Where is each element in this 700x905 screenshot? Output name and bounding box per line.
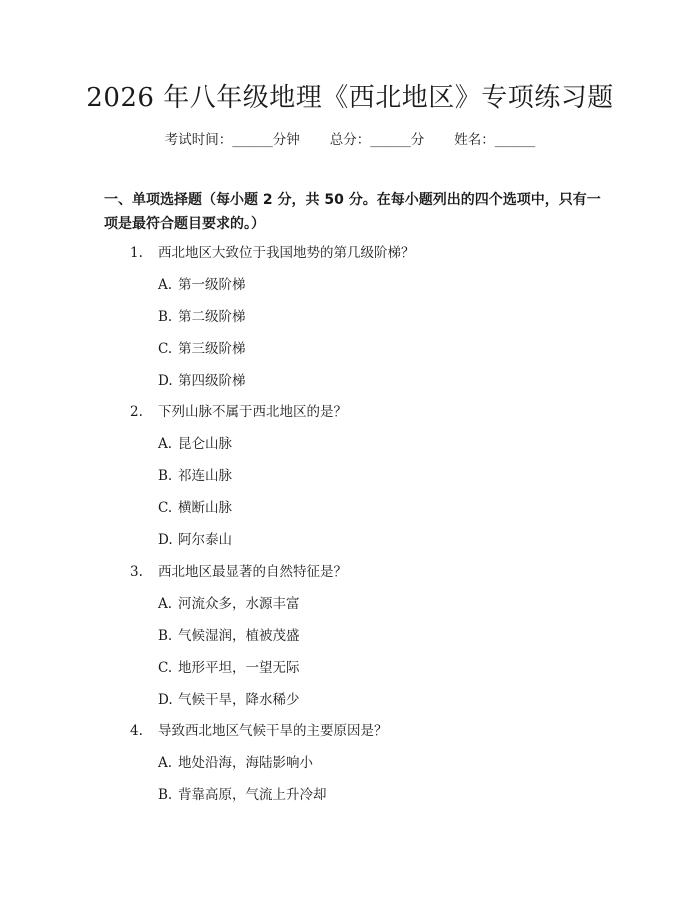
- option-letter: D.: [158, 373, 173, 389]
- exam-time-field: 考试时间：______分钟: [164, 132, 300, 148]
- option-letter: C.: [158, 660, 173, 676]
- option: [158, 785, 327, 805]
- option-text: 第四级阶梯: [178, 373, 246, 389]
- option: [158, 658, 300, 678]
- option-letter: A.: [158, 277, 173, 293]
- option: [158, 594, 300, 614]
- question-number: 1.: [130, 245, 143, 261]
- option-letter: A.: [158, 436, 173, 452]
- question-text: 下列山脉不属于西北地区的是？: [158, 404, 347, 420]
- option: [158, 498, 232, 518]
- question-number: 2.: [130, 404, 143, 420]
- option-text: 第一级阶梯: [178, 277, 246, 293]
- option: [158, 466, 232, 486]
- question-text: 西北地区大致位于我国地势的第几级阶梯？: [158, 245, 415, 261]
- option-text: 昆仑山脉: [178, 436, 232, 452]
- option-letter: B.: [158, 628, 173, 644]
- option-text: 第三级阶梯: [178, 341, 246, 357]
- option-text: 阿尔泰山: [178, 532, 232, 548]
- option: [158, 339, 246, 359]
- question-text: 西北地区最显著的自然特征是？: [158, 564, 347, 580]
- option-text: 地形平坦，一望无际: [178, 660, 300, 676]
- option-letter: D.: [158, 532, 173, 548]
- option-text: 地处沿海，海陆影响小: [178, 755, 313, 771]
- option-text: 背靠高原，气流上升冷却: [178, 787, 327, 803]
- option-letter: B.: [158, 787, 173, 803]
- option-text: 气候干旱，降水稀少: [178, 692, 300, 708]
- option-letter: C.: [158, 500, 173, 516]
- question-number: 4.: [130, 723, 143, 739]
- question-text: 导致西北地区气候干旱的主要原因是？: [158, 723, 388, 739]
- total-score-field: 总分：______分: [329, 132, 425, 148]
- option: [158, 307, 246, 327]
- student-name-field: 姓名：______: [454, 132, 536, 148]
- question-number: 3.: [130, 564, 143, 580]
- option: [158, 690, 300, 710]
- section-heading: 一、单项选择题（每小题 2 分，共 50 分。在每小题列出的四个选项中，只有一项是最符合题目要求的。）: [104, 192, 601, 232]
- option-letter: D.: [158, 692, 173, 708]
- option-letter: B.: [158, 309, 173, 325]
- option-letter: B.: [158, 468, 173, 484]
- page-title: 2026 年八年级地理《西北地区》专项练习题: [86, 83, 614, 113]
- question: [130, 402, 347, 422]
- question: [130, 562, 347, 582]
- option-text: 气候湿润，植被茂盛: [178, 628, 300, 644]
- option-text: 第二级阶梯: [178, 309, 246, 325]
- option-text: 河流众多，水源丰富: [178, 596, 300, 612]
- question: [130, 721, 388, 741]
- question: [130, 243, 415, 263]
- option: [158, 371, 246, 391]
- option-letter: A.: [158, 755, 173, 771]
- exam-meta: [0, 130, 700, 150]
- option: [158, 753, 313, 773]
- option-text: 横断山脉: [178, 500, 232, 516]
- option: [158, 530, 232, 550]
- option: [158, 626, 300, 646]
- option-text: 祁连山脉: [178, 468, 232, 484]
- option: [158, 434, 232, 454]
- option-letter: C.: [158, 341, 173, 357]
- option: [158, 275, 246, 295]
- option-letter: A.: [158, 596, 173, 612]
